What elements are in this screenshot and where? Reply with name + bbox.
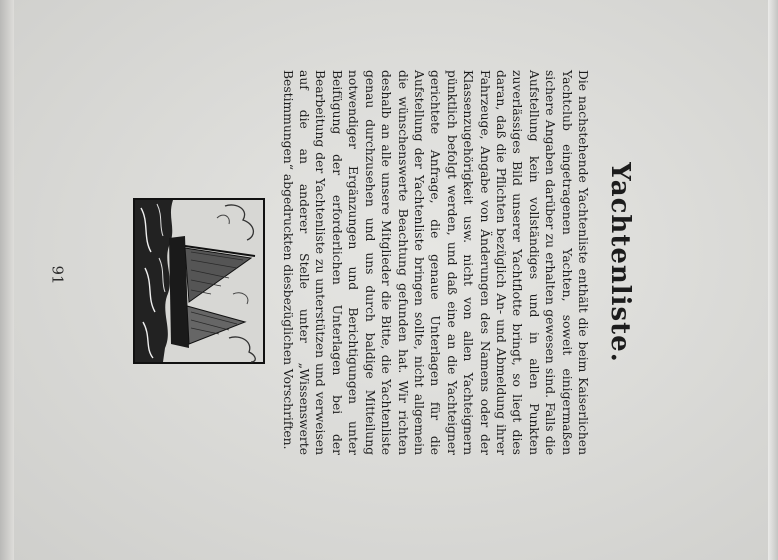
- scan-edge-right: [768, 0, 778, 560]
- sailing-yacht-woodcut-icon: [133, 198, 265, 364]
- page-number: 91: [48, 265, 67, 285]
- page-title: Yachtenliste.: [605, 162, 635, 363]
- scan-edge-left: [0, 0, 14, 560]
- rotated-text-block: [280, 70, 635, 455]
- body-paragraph: Die nachstehende Yachtenliste enthält die beim Kaiserlichen Yachtclub eingetragenen Yachten, soweit einigermaßen sichere Angaben darüber zu erhalten gewesen sind. Falls die Aufstellung kein vollständiges und in allen Punkten zuverlässiges Bild unserer Yachtflotte bringt, so liegt dies daran, daß die Pflichten bezüglich An- und Abmeldung ihrer Fahrzeuge, Angabe von Änderungen des Namens oder der Klassenzugehörigkeit usw. nicht von allen Yachteignern pünktlich befolgt werden, und daß eine an die Yachteigner gerichtete Anfrage, die genaue Unterlagen für die Aufstellung der Yachtenliste bringen sollte, nicht allgemein die wünschenswerte Beachtung gefunden hat. Wir richten deshalb an alle unsere Mitglieder die Bitte, die Yachtenliste genau durchzusehen und uns durch baldige Mitteilung notwendiger Ergänzungen und Berichtigungen unter Beifügung der erforderlichen Unterlagen bei der Bearbeitung der Yachtenliste zu unterstützen und verweisen auf die an anderer Stelle unter „Wissenswerte Bestimmungen“ abgedruckten diesbezüglichen Vorschriften.: [280, 70, 590, 455]
